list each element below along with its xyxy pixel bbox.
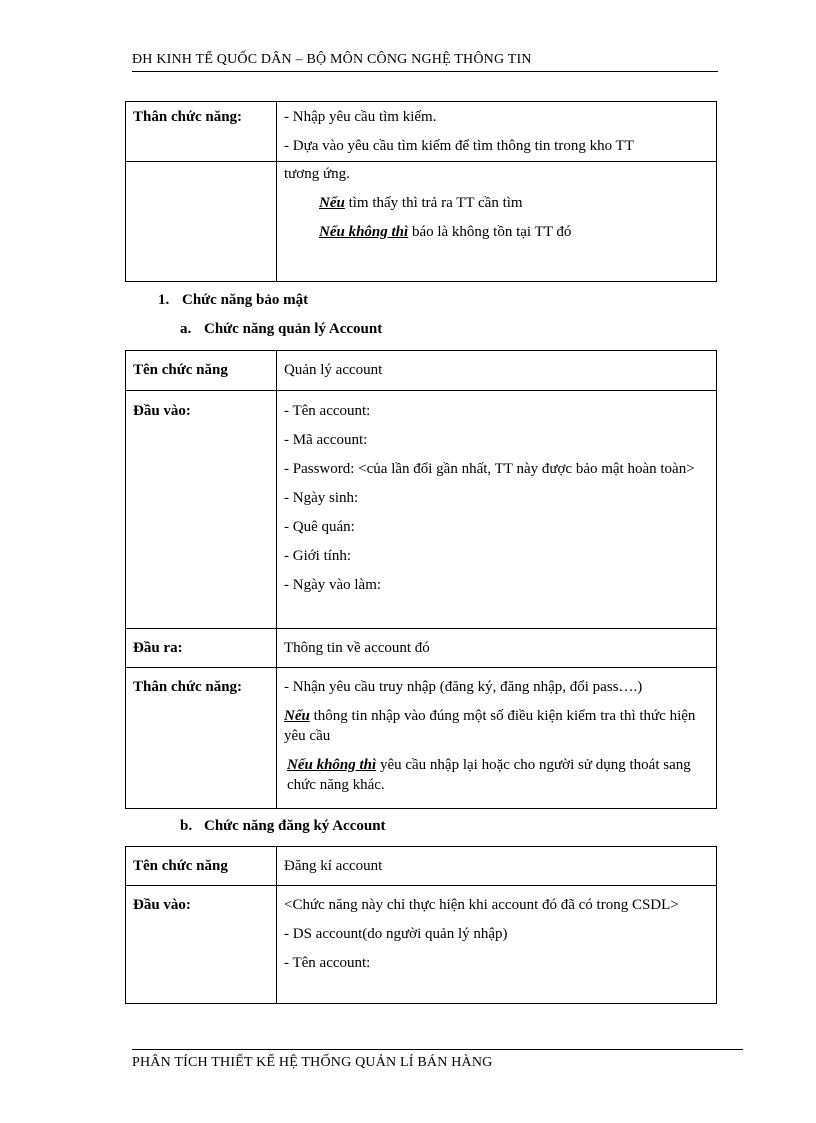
account-management-table — [125, 350, 717, 809]
name-value: Đăng kí account — [277, 847, 717, 886]
section-title: Chức năng bảo mật — [182, 292, 309, 308]
input-item: <Chức năng này chỉ thực hiện khi account đó đã có trong CSDL> — [284, 897, 679, 913]
section-number: 1. — [158, 292, 170, 308]
page-header: ĐH KINH TẾ QUỐC DÂN – BỘ MÔN CÔNG NGHỆ THÔNG TIN — [132, 52, 718, 72]
step-line: - Nhập yêu cầu tìm kiếm. — [284, 109, 437, 125]
input-list — [277, 886, 717, 1004]
if-line — [284, 706, 710, 746]
body-label: Thân chức năng: — [126, 668, 277, 809]
step-line: - Dựa vào yêu cầu tìm kiếm để tìm thông tin trong kho TT — [284, 138, 634, 154]
input-item: - Tên account: — [284, 403, 371, 419]
input-item: - Password: <của lần đổi gần nhất, TT này được bảo mật hoàn toàn> — [284, 461, 695, 477]
account-registration-table — [125, 846, 717, 1004]
input-item: - Ngày vào làm: — [284, 577, 382, 593]
input-item: - DS account(do người quản lý nhập) — [284, 926, 508, 942]
else-text: báo là không tồn tại TT đó — [408, 224, 572, 240]
search-function-table — [125, 101, 717, 282]
if-line — [284, 193, 710, 213]
input-label: Đầu vào: — [126, 886, 277, 1004]
input-item: - Ngày sinh: — [284, 490, 359, 506]
else-line — [284, 755, 710, 795]
body-steps-cont — [277, 162, 717, 282]
body-label: Thân chức năng: — [126, 102, 277, 162]
body-steps — [277, 668, 717, 809]
if-text: thông tin nhập vào đúng một số điều kiện kiểm tra thì thức hiện yêu cầu — [284, 708, 696, 744]
input-item: - Mã account: — [284, 432, 368, 448]
empty-cell — [126, 162, 277, 282]
name-label: Tên chức năng — [126, 847, 277, 886]
input-list — [277, 391, 717, 629]
subsection-number: b. — [180, 818, 193, 834]
else-keyword: Nếu không thì — [287, 757, 377, 773]
if-keyword: Nếu — [319, 195, 345, 211]
name-value: Quản lý account — [277, 351, 717, 391]
subsection-number: a. — [180, 321, 192, 337]
subsection-title: Chức năng quản lý Account — [204, 321, 383, 337]
output-label: Đầu ra: — [126, 629, 277, 668]
else-keyword: Nếu không thì — [319, 224, 409, 240]
subsection-title: Chức năng đăng ký Account — [204, 818, 386, 834]
input-item: - Giới tính: — [284, 548, 352, 564]
step-line: - Nhận yêu cầu truy nhập (đăng ký, đăng nhập, đổi pass….) — [284, 679, 643, 695]
if-text: tìm thấy thì trả ra TT cần tìm — [344, 195, 523, 211]
input-item: - Quê quán: — [284, 519, 355, 535]
step-line: tương ứng. — [284, 166, 350, 182]
subsection-heading — [180, 818, 386, 835]
subsection-heading — [180, 321, 382, 338]
input-label: Đầu vào: — [126, 391, 277, 629]
else-text: yêu cầu nhập lại hoặc cho người sử dụng thoát sang chức năng khác. — [287, 757, 691, 793]
body-steps — [277, 102, 717, 162]
output-value: Thông tin về account đó — [277, 629, 717, 668]
name-label: Tên chức năng — [126, 351, 277, 391]
if-keyword: Nếu — [284, 708, 310, 724]
page-footer: PHÂN TÍCH THIẾT KẾ HỆ THỐNG QUẢN LÍ BÁN HÀNG — [132, 1049, 743, 1071]
input-item: - Tên account: — [284, 955, 371, 971]
else-line — [284, 222, 710, 242]
section-heading — [158, 292, 308, 309]
